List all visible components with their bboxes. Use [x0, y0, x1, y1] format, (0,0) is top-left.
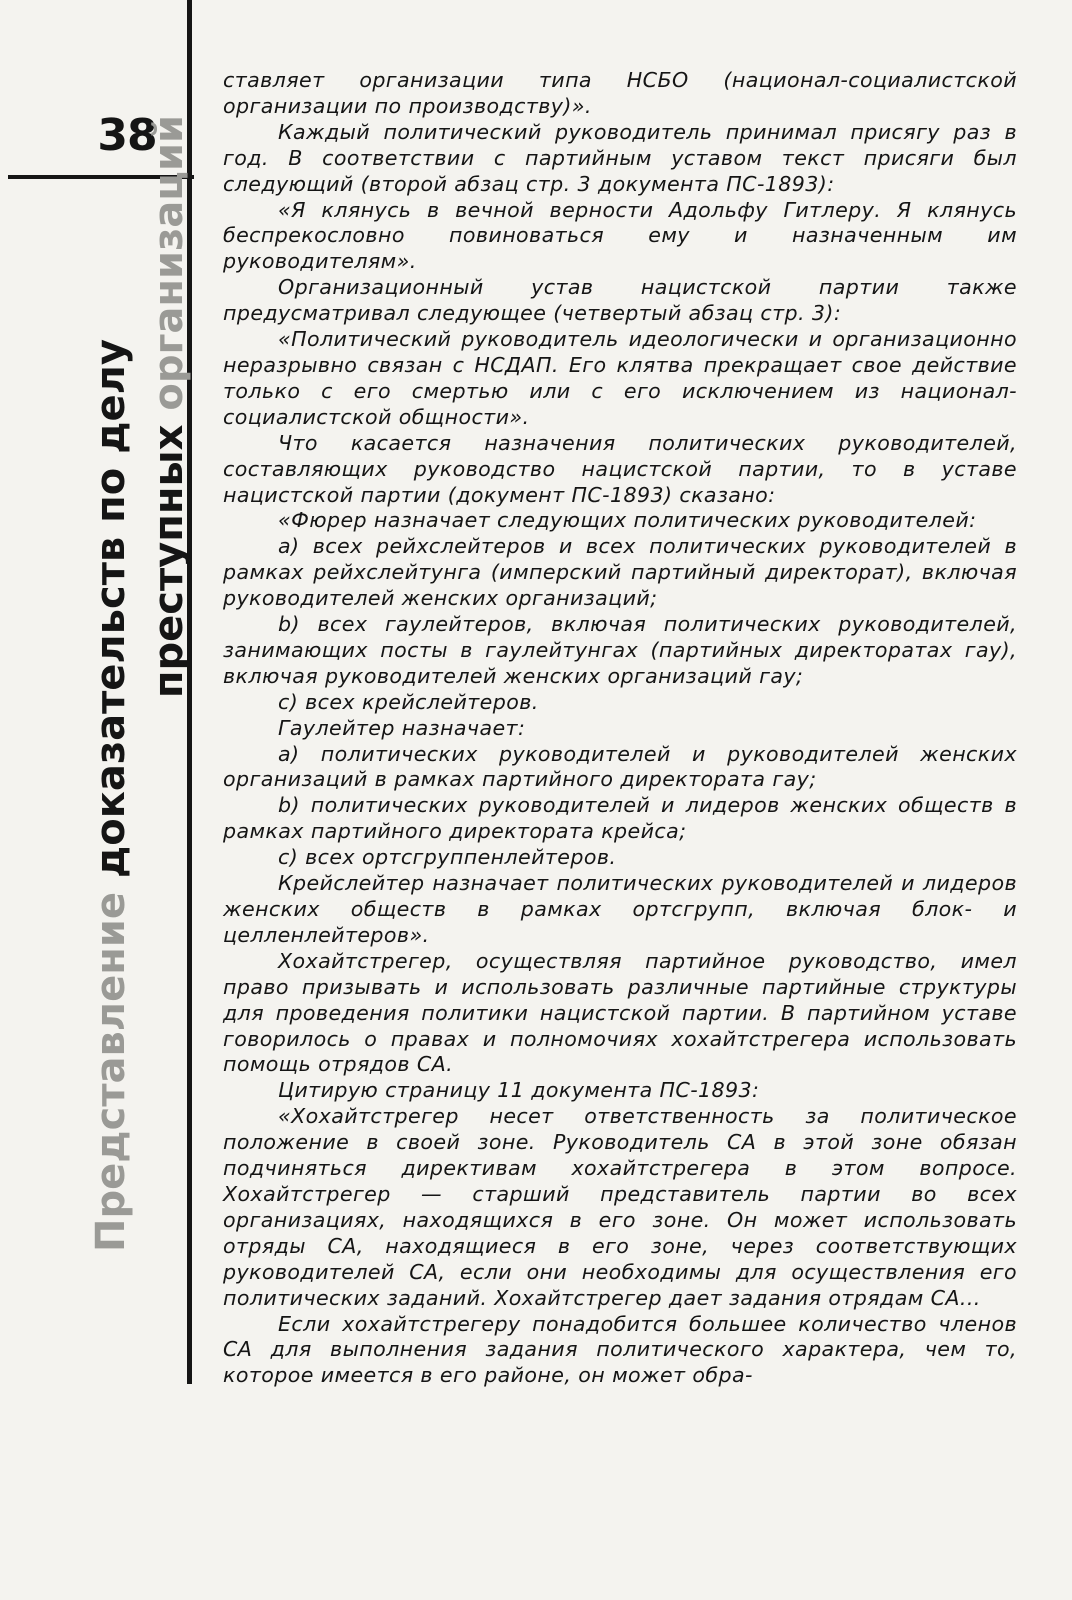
paragraph: а) политических руководителей и руководителей женских организаций в рамках партийного директората гау; [223, 741, 1017, 792]
paragraph: Гаулейтер назначает: [278, 715, 526, 740]
page-number: 38 [97, 110, 157, 161]
paragraph: «Я клянусь в вечной верности Адольфу Гитлеру. Я клянусь беспрекословно повиноваться ему и назначенным им руководителям». [223, 197, 1017, 274]
running-title-line-1 [82, 115, 140, 1355]
running-title-strong-2: преступных [146, 410, 192, 699]
paragraph: b) всех гаулейтеров, включая политических руководителей, занимающих посты в гаулейтунгах (партийных директоратах гау), включая руководителей женских организаций гау; [223, 612, 1017, 688]
running-title-faded-1: Представление [88, 878, 134, 1252]
body-text [223, 68, 1017, 1389]
paragraph: «Фюрер назначает следующих политических руководителей: [278, 508, 977, 533]
paragraph: b) политических руководителей и лидеров женских обществ в рамках партийного директората крейса; [223, 793, 1017, 844]
paragraph: а) всех рейхслейтеров и всех политических руководителей в рамках рейхслейтунга (имперский партийный директорат), включая руководителей женских организаций; [223, 534, 1017, 611]
running-title-line-2 [140, 115, 198, 1355]
paragraph: «Хохайтстрегер несет ответственность за политическое положение в своей зоне. Руководитель СА в этой зоне обязан подчиняться директивам хохайтстрегера в этом вопросе. Хохайтстрегер — старший представитель партии во всех организациях, находящихся в его зоне. Он может использовать отряды СА, находящиеся в его зоне, через соответствующих руководителей СА, если они необходимы для осуществления его политических заданий. Хохайтстрегер дает задания отрядам СА... [223, 1104, 1017, 1310]
paragraph: Каждый политический руководитель принимал присягу раз в год. В соответствии с партийным уставом текст присяги был следующий (второй абзац стр. 3 документа ПС-1893): [223, 119, 1017, 196]
paragraph: с) всех крейслейтеров. [278, 689, 539, 714]
running-title-faded-2: организаций [146, 115, 192, 411]
running-title [82, 115, 222, 1355]
paragraph: ставляет организации типа НСБО (национал-социалистской организации по производству)». [223, 68, 1017, 118]
paragraph: Что касается назначения политических руководителей, составляющих руководство нацистской партии, то в уставе нацистской партии (документ ПС-1893) сказано: [223, 430, 1017, 507]
paragraph: «Политический руководитель идеологически и организационно неразрывно связан с НСДАП. Его клятва прекращает свое действие только с его смертью или с его исключением из национал-социалистской общности». [223, 327, 1017, 429]
paragraph: Если хохайтстрегеру понадобится большее количество членов СА для выполнения задания политического характера, чем то, которое имеется в его районе, он может обра- [223, 1311, 1017, 1388]
paragraph: Крейслейтер назначает политических руководителей и лидеров женских обществ в рамках ортсгрупп, включая блок- и целленлейтеров». [223, 871, 1017, 947]
paragraph: Хохайтстрегер, осуществляя партийное руководство, имел право призывать и использовать различные партийные структуры для проведения политики нацистской партии. В партийном уставе говорилось о правах и полномочиях хохайтстрегера использовать помощь отрядов СА. [223, 948, 1017, 1077]
paragraph: Цитирую страницу 11 документа ПС-1893: [278, 1078, 760, 1103]
paragraph: Организационный устав нацистской партии также предусматривал следующее (четвертый абзац стр. 3): [223, 275, 1017, 326]
running-title-strong-1: доказательств по делу [88, 339, 134, 879]
paragraph: с) всех ортсгруппенлейтеров. [278, 845, 617, 870]
